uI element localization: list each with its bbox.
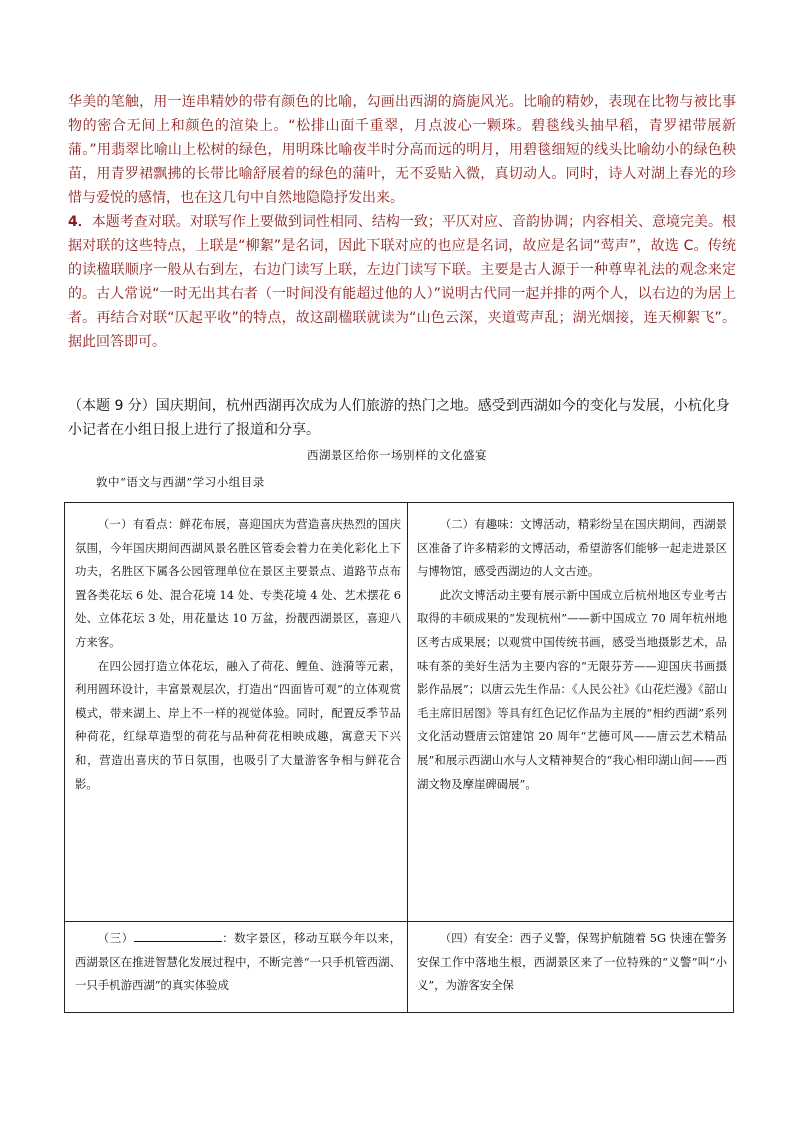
answer-paragraph-4 bbox=[68, 210, 736, 354]
section-one-paragraph-2: 在四公园打造立体花坛，融入了荷花、鲤鱼、涟漪等元素，利用圆环设计，丰富景观层次，打造出“四面皆可观”的立体观赏模式，带来湖上、岸上不一样的视觉体验。同时，配置反季节品种荷花，红绿草造型的荷花与品种荷花相映成趣，寓意天下兴和，营造出喜庆的节日氛围，也吸引了大量游客争相与鲜花合影。 bbox=[75, 658, 401, 791]
article-title: 西湖景区给你一场别样的文化盛宴 bbox=[307, 448, 487, 462]
section-two-paragraph-2: 此次文博活动主要有展示新中国成立后杭州地区专业考古取得的丰硕成果的“发现杭州”——新中国成立 70 周年杭州地区考古成果展；以观赏中国传统书画，感受当地摄影艺术，品味有茶的美好生活为主要内容的“无限芬芳——迎国庆书画摄影作品展”；以唐云先生作品：《人民公社》《山花烂漫》《韶山毛主席旧居图》等具有红色记忆作品为主展的“相约西湖”系列文化活动暨唐云馆建馆 20 周年“艺德可风——唐云艺术精品展”和展示西湖山水与人文精神契合的“我心相印湖山间——西湖文物及摩崖碑碣展”。 bbox=[417, 587, 727, 791]
cell-section-three bbox=[75, 927, 401, 1011]
answer-section bbox=[68, 90, 736, 354]
section-one-paragraph-1: （一）有看点：鲜花布展，喜迎国庆为营造喜庆热烈的国庆氛围，今年国庆期间西湖风景名胜区管委会着力在美化彩化上下功夫，名胜区下属各公园管理单位在景区主要景点、道路节点布置各类花坛 6 处、混合花境 14 处、专类花境 4 处、艺术摆花 6 处、立体花坛 3 处，用花量达 10 万盆，扮靓西湖景区，喜迎八方来客。 bbox=[75, 517, 401, 649]
question-4-number: 4． bbox=[68, 214, 92, 230]
answer-paragraph-3: 华美的笔触，用一连串精妙的带有颜色的比喻，勾画出西湖的旖旎风光。比喻的精妙，表现在比物与被比事物的密合无间上和颜色的渲染上。“松排山面千重翠，月点波心一颗珠。碧毯线头抽早稻，青罗裙带展新蒲。”用翡翠比喻山上松树的绿色，用明珠比喻夜半时分高而远的明月，用碧毯细短的线头比喻幼小的绿色秧苗，用青罗裙飘拂的长带比喻舒展着的绿色的蒲叶，无不妥贴入微，真切动人。同时，诗人对湖上春光的珍惜与爱悦的感情，也在这几句中自然地隐隐抒发出来。 bbox=[68, 94, 736, 206]
cell-section-four bbox=[417, 927, 727, 1011]
article-table bbox=[64, 502, 734, 1013]
section-two-paragraph-1: （二）有趣味：文博活动，精彩纷呈在国庆期间，西湖景区准备了许多精彩的文博活动，希望游客们能够一起走进景区与博物馆，感受西湖边的人文古迹。 bbox=[417, 517, 727, 579]
row-divider bbox=[65, 921, 733, 922]
column-divider bbox=[407, 503, 408, 1012]
section-three-paragraph bbox=[75, 927, 401, 998]
section-three-text: ：数字景区，移动互联今年以来，西湖景区在推进智慧化发展过程中，不断完善“一只手机管西湖、一只手机游西湖”的真实体验成 bbox=[75, 931, 401, 993]
cell-section-two bbox=[417, 513, 727, 917]
section-three-prefix: （三） bbox=[97, 931, 134, 945]
article-byline: 敦中“语文与西湖”学习小组目录 bbox=[96, 475, 265, 489]
question-intro-text: （本题 9 分）国庆期间，杭州西湖再次成为人们旅游的热门之地。感受到西湖如今的变化与发展，小杭化身小记者在小组日报上进行了报道和分享。 bbox=[68, 398, 730, 438]
fill-in-blank[interactable] bbox=[134, 928, 222, 942]
question-intro bbox=[68, 394, 736, 442]
question-4-text: 本题考查对联。对联写作上要做到词性相同、结构一致；平仄对应、音韵协调；内容相关、意境完美。根据对联的这些特点，上联是“柳絮”是名词，因此下联对应的也应是名词，故应是名词“莺声”，故选 C。传统的读楹联顺序一般从右到左，右边门读写上联，左边门读写下联。主要是古人源于一种尊卑礼法的观念来定的。古人常说“一时无出其右者（一时间没有能超过他的人）”说明古代同一起并排的两个人，以右边的为居上者。再结合对联“仄起平收”的特点，故这副楹联就读为“山色云深，夹道莺声乱；湖光烟接，连天柳絮飞”。据此回答即可。 bbox=[68, 214, 737, 350]
section-four-paragraph: （四）有安全：西子义警，保驾护航随着 5G 快速在警务安保工作中落地生根，西湖景区来了一位特殊的“义警”叫“小义”，为游客安全保 bbox=[417, 931, 727, 993]
cell-section-one bbox=[75, 513, 401, 917]
